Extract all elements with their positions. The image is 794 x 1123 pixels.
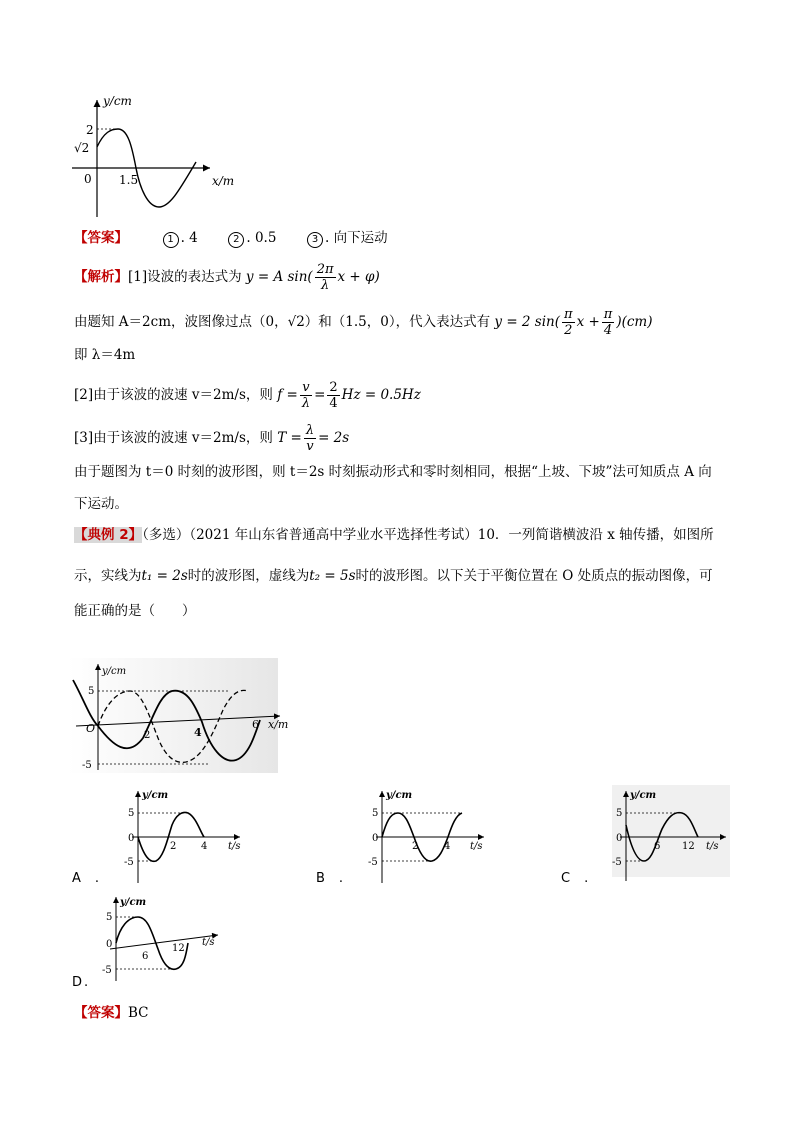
analysis-line-1 [74, 262, 380, 293]
wave-figure-2 [68, 658, 298, 773]
circle-2: 2 [228, 232, 244, 248]
analysis-label: 【解析】 [74, 269, 128, 285]
t1-formula: t₁ = 2s [141, 568, 188, 584]
frac-lambda-v [304, 423, 316, 454]
formula-4b: Hz = 0.5Hz [341, 387, 421, 403]
x-axis-label: x/m [212, 174, 235, 188]
y-tick-neg5: -5 [102, 965, 112, 976]
example-text-2c: 时的波形图。以下关于平衡位置在 O 处质点的振动图像，可 [355, 568, 713, 584]
t-tick-12: 12 [682, 841, 695, 852]
y-axis-label: y/cm [630, 790, 657, 801]
x-tick-2: 2 [144, 730, 151, 741]
example-text-2b: 时的波形图，虚线为 [187, 568, 310, 584]
option-d-graph [100, 893, 230, 983]
option-dot: . [84, 975, 89, 990]
y-tick-neg5: -5 [124, 857, 134, 868]
formula-1a: y = A sin( [245, 269, 313, 285]
analysis-text-1: [1]设波的表达式为 [128, 269, 242, 285]
sqrt2: √2 [287, 314, 305, 330]
circle-1: 1 [163, 232, 179, 248]
x-axis-label: x/m [268, 718, 289, 731]
y-tick-neg5: -5 [82, 760, 92, 771]
answer-item-3: . 向下运动 [325, 230, 388, 246]
frac-v-lambda [300, 380, 312, 411]
analysis-text-4: [2]由于该波的波速 v＝2m/s，则 [74, 387, 273, 403]
frac-num: v [300, 380, 312, 396]
frac-den: 4 [603, 323, 613, 338]
x-tick-6: 6 [252, 718, 259, 731]
analysis-line-5 [74, 423, 349, 454]
y-tick-5: 5 [106, 912, 113, 923]
answer-item-2: . 0.5 [246, 230, 277, 246]
y-tick-neg5: -5 [368, 857, 378, 868]
origin-label: 0 [616, 833, 623, 844]
t-tick-6: 6 [654, 841, 661, 852]
origin-label: 0 [128, 833, 135, 844]
frac-pi-4 [602, 307, 615, 338]
analysis-text-2b: ）和（1.5，0），代入表达式有 [304, 314, 491, 330]
y-tick-5: 5 [616, 808, 623, 819]
analysis-text-5: [3]由于该波的波速 v＝2m/s，则 [74, 430, 273, 446]
frac-pi-2 [562, 307, 575, 338]
answer-item-1: . 4 [180, 230, 198, 246]
y-tick-neg5: -5 [612, 857, 622, 868]
example-2-line-1 [74, 525, 714, 545]
option-letter: A [72, 871, 81, 886]
analysis-line-2 [74, 307, 653, 338]
origin-label: 0 [372, 833, 379, 844]
frac-den: 2 [564, 323, 573, 338]
option-b-label[interactable] [316, 871, 343, 886]
answer-1 [74, 228, 388, 248]
formula-2b: x + [576, 314, 600, 330]
formula-4a: f = [277, 387, 298, 403]
analysis-line-3: 即 λ＝4m [74, 347, 136, 363]
formula-eq: = [314, 387, 326, 403]
example-tag: 【典例 2】 [74, 527, 143, 543]
t2-formula: t₂ = 5s [309, 568, 356, 584]
y-axis-label: y/cm [102, 666, 127, 677]
option-c-graph [612, 785, 732, 885]
answer-value: BC [128, 1005, 149, 1021]
wave-figure-1 [70, 92, 270, 222]
frac-2-4 [327, 380, 339, 411]
frac-num: π [564, 307, 573, 322]
t-tick-6: 6 [142, 951, 149, 962]
option-dot: . [338, 871, 344, 886]
y-axis-label: y/cm [120, 897, 147, 908]
y-axis-label: y/cm [103, 94, 132, 108]
t-tick-2: 2 [170, 841, 177, 852]
example-text-1: （多选）（2021 年山东省普通高中学业水平选择性考试）10．一列简谐横波沿 x 轴传播，如图所 [142, 527, 714, 543]
y-axis-label: y/cm [142, 790, 169, 801]
y-axis-label: y/cm [386, 790, 413, 801]
y-tick-2: 2 [86, 123, 94, 137]
frac-num: 2 [329, 380, 338, 395]
formula-2c: )(cm) [616, 314, 653, 330]
y-tick-sqrt2: √2 [74, 141, 90, 155]
example-2-line-3: 能正确的是（ ） [74, 603, 196, 619]
t-axis-label: t/s [202, 937, 215, 948]
frac-den: λ [301, 396, 311, 411]
frac-den: 4 [329, 396, 338, 411]
analysis-line-6: 由于题图为 t＝0 时刻的波形图，则 t＝2s 时刻振动形式和零时刻相同，根据“上坡、下坡”法可知质点 A 向 [74, 464, 712, 480]
analysis-line-7: 下运动。 [74, 496, 128, 512]
t-tick-4: 4 [444, 841, 451, 852]
scan-background [68, 658, 278, 773]
example-2-line-2 [74, 566, 713, 586]
option-d-label[interactable] [72, 975, 88, 990]
option-b-graph [366, 785, 496, 885]
frac-num: 2π [316, 262, 334, 277]
x-tick-4: 4 [194, 726, 202, 739]
t-tick-12: 12 [172, 943, 185, 954]
origin-label: 0 [106, 939, 113, 950]
option-dot: . [94, 871, 100, 886]
option-a-label[interactable] [72, 871, 99, 886]
frac-den: λ [320, 278, 330, 293]
formula-1b: x + φ) [337, 269, 380, 285]
x-tick-1.5: 1.5 [119, 173, 139, 187]
frac-num: π [603, 307, 613, 322]
t-axis-label: t/s [470, 841, 483, 852]
t-axis-label: t/s [228, 841, 241, 852]
option-dot: . [584, 871, 589, 886]
option-c-label[interactable] [561, 871, 588, 886]
answer-2 [74, 1003, 149, 1023]
formula-5a: T = [277, 430, 302, 446]
frac-num: λ [305, 423, 315, 438]
option-a-graph [122, 785, 252, 885]
analysis-text-2: 由题知 A＝2cm，波图像过点（0， [74, 314, 288, 330]
option-letter: B [316, 871, 325, 886]
frac-2pi-lambda [315, 262, 336, 293]
answer-label: 【答案】 [74, 1005, 128, 1021]
example-text-2a: 示，实线为 [74, 568, 142, 584]
y-tick-5: 5 [372, 808, 379, 819]
origin-label: O [86, 722, 96, 735]
answer-label: 【答案】 [74, 230, 128, 246]
circle-3: 3 [307, 232, 323, 248]
t-tick-4: 4 [201, 841, 208, 852]
y-tick-5: 5 [88, 686, 95, 697]
option-letter: C [561, 871, 571, 886]
option-letter: D [72, 975, 83, 990]
t-tick-2: 2 [412, 841, 419, 852]
analysis-line-4 [74, 380, 421, 411]
frac-den: v [306, 439, 314, 454]
y-tick-5: 5 [128, 808, 135, 819]
origin-label: 0 [84, 172, 92, 186]
formula-2a: y = 2 sin( [494, 314, 561, 330]
formula-5b: = 2s [318, 430, 350, 446]
t-axis-label: t/s [706, 841, 719, 852]
